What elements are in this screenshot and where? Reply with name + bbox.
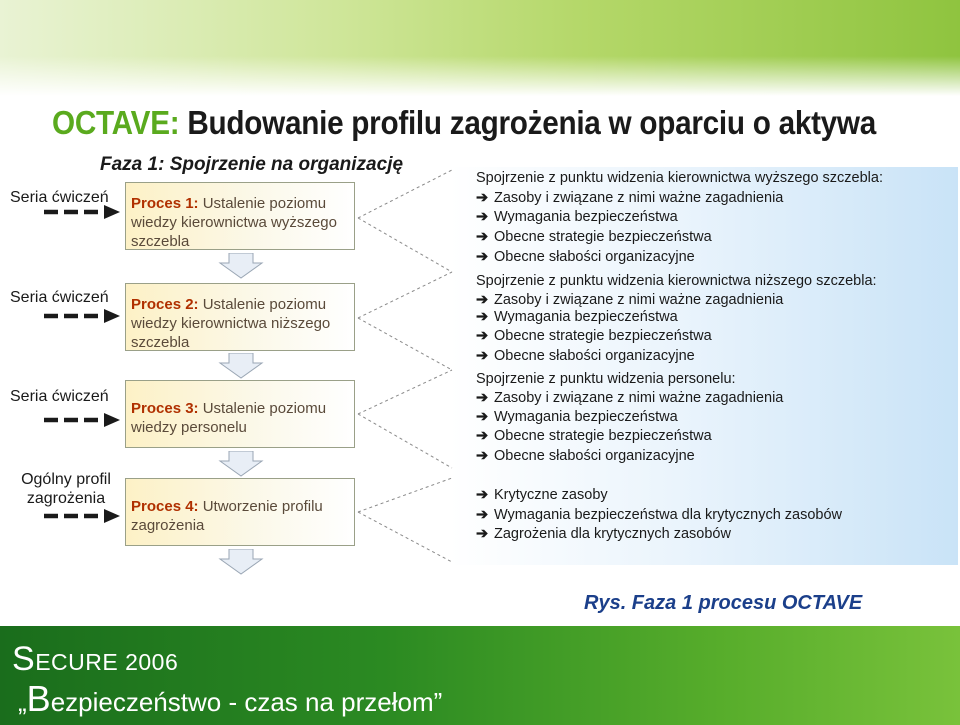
arrow-right-icon: ➔ — [476, 526, 489, 542]
process-text: Ustalenie poziomu wiedzy kierownictwa niższego szczebla — [131, 296, 331, 351]
process-head: Proces 3: — [131, 400, 199, 417]
process-box-4 — [125, 478, 355, 546]
down-arrow-icon — [218, 549, 264, 575]
panel-heading-1: Spojrzenie z punktu widzenia kierownictwa wyższego szczebla: — [476, 170, 883, 186]
panel-item: ➔ Zasoby i związane z nimi ważne zagadnienia — [476, 291, 783, 311]
process-text: Ustalenie poziomu wiedzy personelu — [131, 400, 327, 436]
side-label-2: Seria ćwiczeń — [10, 289, 109, 306]
panel-item: ➔ Obecne słabości organizacyjne — [476, 347, 695, 367]
panel-item: ➔ Obecne słabości organizacyjne — [476, 447, 695, 467]
arrow-right-icon: ➔ — [476, 428, 489, 444]
arrow-right-icon: ➔ — [476, 448, 489, 464]
figure-caption: Rys. Faza 1 procesu OCTAVE — [584, 592, 863, 614]
title-prefix: OCTAVE: — [52, 104, 180, 141]
header-gradient-band — [0, 0, 960, 96]
down-arrow-icon — [218, 353, 264, 379]
arrow-right-icon: ➔ — [476, 487, 489, 503]
dashed-arrow-icon — [42, 508, 122, 524]
arrow-right-icon: ➔ — [476, 190, 489, 206]
panel-final-item: ➔ Krytyczne zasoby — [476, 486, 608, 506]
process-head: Proces 1: — [131, 195, 199, 212]
process-head: Proces 2: — [131, 296, 199, 313]
process-box-3 — [125, 380, 355, 448]
down-arrow-icon — [218, 451, 264, 477]
dashed-arrow-icon — [42, 308, 122, 324]
process-head: Proces 4: — [131, 498, 199, 515]
process-text: Ustalenie poziomu wiedzy kierownictwa wyższego szczebla — [131, 195, 337, 250]
panel-item: ➔ Wymagania bezpieczeństwa — [476, 308, 678, 328]
arrow-right-icon: ➔ — [476, 507, 489, 523]
panel-item: ➔ Obecne słabości organizacyjne — [476, 248, 695, 268]
process-text: Utworzenie profilu zagrożenia — [131, 498, 323, 534]
arrow-right-icon: ➔ — [476, 292, 489, 308]
panel-item: ➔ Obecne strategie bezpieczeństwa — [476, 427, 712, 447]
process-box-1 — [125, 182, 355, 250]
panel-final-item: ➔ Wymagania bezpieczeństwa dla krytycznych zasobów — [476, 506, 842, 526]
side-label-1: Seria ćwiczeń — [10, 189, 109, 206]
panel-item: ➔ Zasoby i związane z nimi ważne zagadnienia — [476, 389, 783, 409]
arrow-right-icon: ➔ — [476, 309, 489, 325]
footer-secure-logo: SECURE 2006 — [12, 640, 179, 678]
phase-heading: Faza 1: Spojrzenie na organizację — [100, 154, 404, 175]
arrow-right-icon: ➔ — [476, 390, 489, 406]
panel-item: ➔ Zasoby i związane z nimi ważne zagadnienia — [476, 189, 783, 209]
arrow-right-icon: ➔ — [476, 328, 489, 344]
dashed-arrow-icon — [42, 204, 122, 220]
title-rest: Budowanie profilu zagrożenia w oparciu o aktywa — [179, 104, 877, 141]
dashed-arrow-icon — [42, 412, 122, 428]
panel-item: ➔ Obecne strategie bezpieczeństwa — [476, 228, 712, 248]
panel-item: ➔ Wymagania bezpieczeństwa — [476, 208, 678, 228]
panel-heading-2: Spojrzenie z punktu widzenia kierownictwa niższego szczebla: — [476, 273, 877, 289]
down-arrow-icon — [218, 253, 264, 279]
panel-heading-3: Spojrzenie z punktu widzenia personelu: — [476, 371, 736, 387]
process-box-2 — [125, 283, 355, 351]
arrow-right-icon: ➔ — [476, 249, 489, 265]
footer-slogan: „Bezpieczeństwo - czas na przełom” — [18, 678, 443, 719]
panel-item: ➔ Wymagania bezpieczeństwa — [476, 408, 678, 428]
side-label-3: Seria ćwiczeń — [10, 388, 109, 405]
side-label-4: Ogólny profil zagrożenia — [21, 471, 111, 507]
arrow-right-icon: ➔ — [476, 229, 489, 245]
arrow-right-icon: ➔ — [476, 409, 489, 425]
arrow-right-icon: ➔ — [476, 348, 489, 364]
panel-final-item: ➔ Zagrożenia dla krytycznych zasobów — [476, 525, 731, 545]
panel-item: ➔ Obecne strategie bezpieczeństwa — [476, 327, 712, 347]
arrow-right-icon: ➔ — [476, 209, 489, 225]
page-title — [52, 104, 876, 142]
